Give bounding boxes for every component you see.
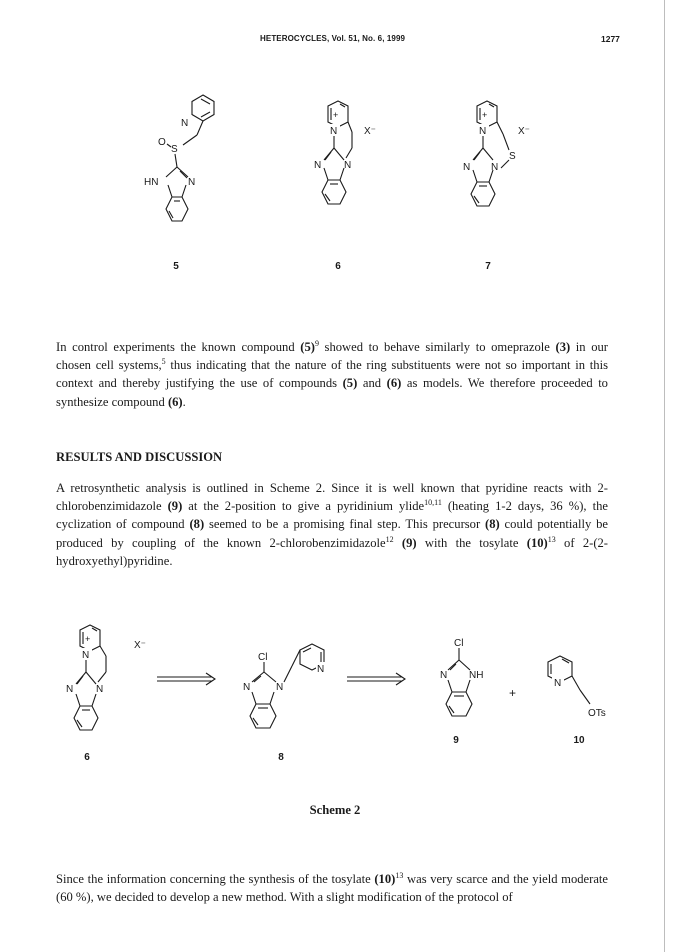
- scheme-compound-6: [66, 625, 146, 730]
- structure-compound-5: [130, 85, 250, 245]
- atom-N-imidazole: N: [243, 682, 251, 693]
- scheme-compound-10: [548, 656, 606, 719]
- atom-N-imidazole: N: [463, 162, 471, 173]
- atom-N-imidazole: N: [314, 160, 322, 171]
- label-compound-6: 6: [335, 261, 341, 272]
- retro-arrow-2: [347, 673, 405, 685]
- plus-sign: +: [509, 686, 517, 700]
- benzene-ring: [166, 197, 188, 221]
- scheme-compound-9: [440, 638, 483, 716]
- atom-N-imidazole: N: [188, 177, 196, 188]
- imidazole-ring: [473, 148, 493, 182]
- counterion-X: X⁻: [364, 126, 376, 137]
- atom-Cl: Cl: [258, 652, 268, 663]
- paragraph-control-experiments: In control experiments the known compound $(5)^9$ showed to behave similarly to omeprazole (3) in our chosen cell systems,$^5$ thus indicating that the nature of the ring substituents were not so important in this context and thereby justifying the use of compounds (5) and (6) as models. We therefore proceeded to synthesize compound (6).: [56, 339, 609, 409]
- atom-N-bridge: N: [491, 162, 499, 173]
- retro-arrow-1: [157, 673, 215, 685]
- imidazole-ring: [166, 167, 188, 197]
- atom-N-alkyl: N: [276, 682, 284, 693]
- atom-N-plus: N: [330, 126, 338, 137]
- charge-plus: +: [482, 110, 488, 120]
- journal-citation: HETEROCYCLES, Vol. 51, No. 6, 1999: [260, 34, 406, 43]
- atom-N-pyridine: N: [317, 664, 325, 675]
- atom-HN: HN: [144, 177, 159, 188]
- scheme-caption: Scheme 2: [309, 803, 361, 817]
- structure-compound-7: [455, 90, 575, 230]
- atom-N-pyridine: N: [181, 118, 189, 129]
- atom-N-bridge: N: [96, 684, 104, 695]
- label-scheme-6: 6: [84, 752, 90, 763]
- atom-O: O: [158, 137, 166, 148]
- atom-NH: NH: [469, 670, 484, 681]
- charge-plus: +: [85, 634, 91, 644]
- benzene-ring: [471, 182, 495, 206]
- atom-N-bridge: N: [344, 160, 352, 171]
- atom-N-pyridine: N: [554, 678, 562, 689]
- label-scheme-9: 9: [453, 735, 459, 746]
- atom-N: N: [440, 670, 448, 681]
- imidazole-ring: [324, 148, 344, 180]
- scheme-compound-8: [243, 644, 328, 728]
- page-number: 1277: [601, 34, 620, 44]
- atom-N-plus: N: [82, 650, 90, 661]
- atom-Cl: Cl: [454, 638, 464, 649]
- label-compound-5: 5: [173, 261, 179, 272]
- label-scheme-10: 10: [573, 735, 585, 746]
- paragraph-tosylate-synthesis: Since the information concerning the synthesis of the tosylate $(10)^{13}$ was very scarce and the yield moderate (60 %), we decided to develop a new method. With a slight modification of the protocol of: [56, 871, 609, 905]
- label-scheme-8: 8: [278, 752, 284, 763]
- atom-S: S: [509, 151, 516, 162]
- benzene-ring: [322, 180, 346, 204]
- atom-S: S: [171, 144, 178, 155]
- running-header: [0, 34, 675, 48]
- pyridine-ring: [192, 95, 214, 121]
- charge-plus: +: [333, 110, 339, 120]
- structure-compound-6: [290, 90, 410, 230]
- paragraph-retrosynthesis: A retrosynthetic analysis is outlined in Scheme 2. Since it is well known that pyridine reacts with 2-chlorobenzimidazole (9) at the 2-position to give a pyridinium ylide$^{10,11}$ (heating 1-2 days, 36 %), the cyclization of compound (8) seemed to be a promising final step. This precursor (8) could potentially be produced by coupling of the known 2-chlorobenzimidazole$^{12}$ (9) with the tosylate $(10)^{13}$ of 2-(2-hydroxyethyl)pyridine.: [56, 481, 609, 568]
- section-heading: RESULTS AND DISCUSSION: [56, 450, 223, 464]
- page-edge-line: [664, 0, 665, 952]
- group-OTs: OTs: [588, 708, 606, 719]
- atom-N-imidazole: N: [66, 684, 74, 695]
- counterion-X: X⁻: [518, 126, 530, 137]
- atom-N-plus: N: [479, 126, 487, 137]
- counterion-X: X⁻: [134, 640, 146, 651]
- label-compound-7: 7: [485, 261, 491, 272]
